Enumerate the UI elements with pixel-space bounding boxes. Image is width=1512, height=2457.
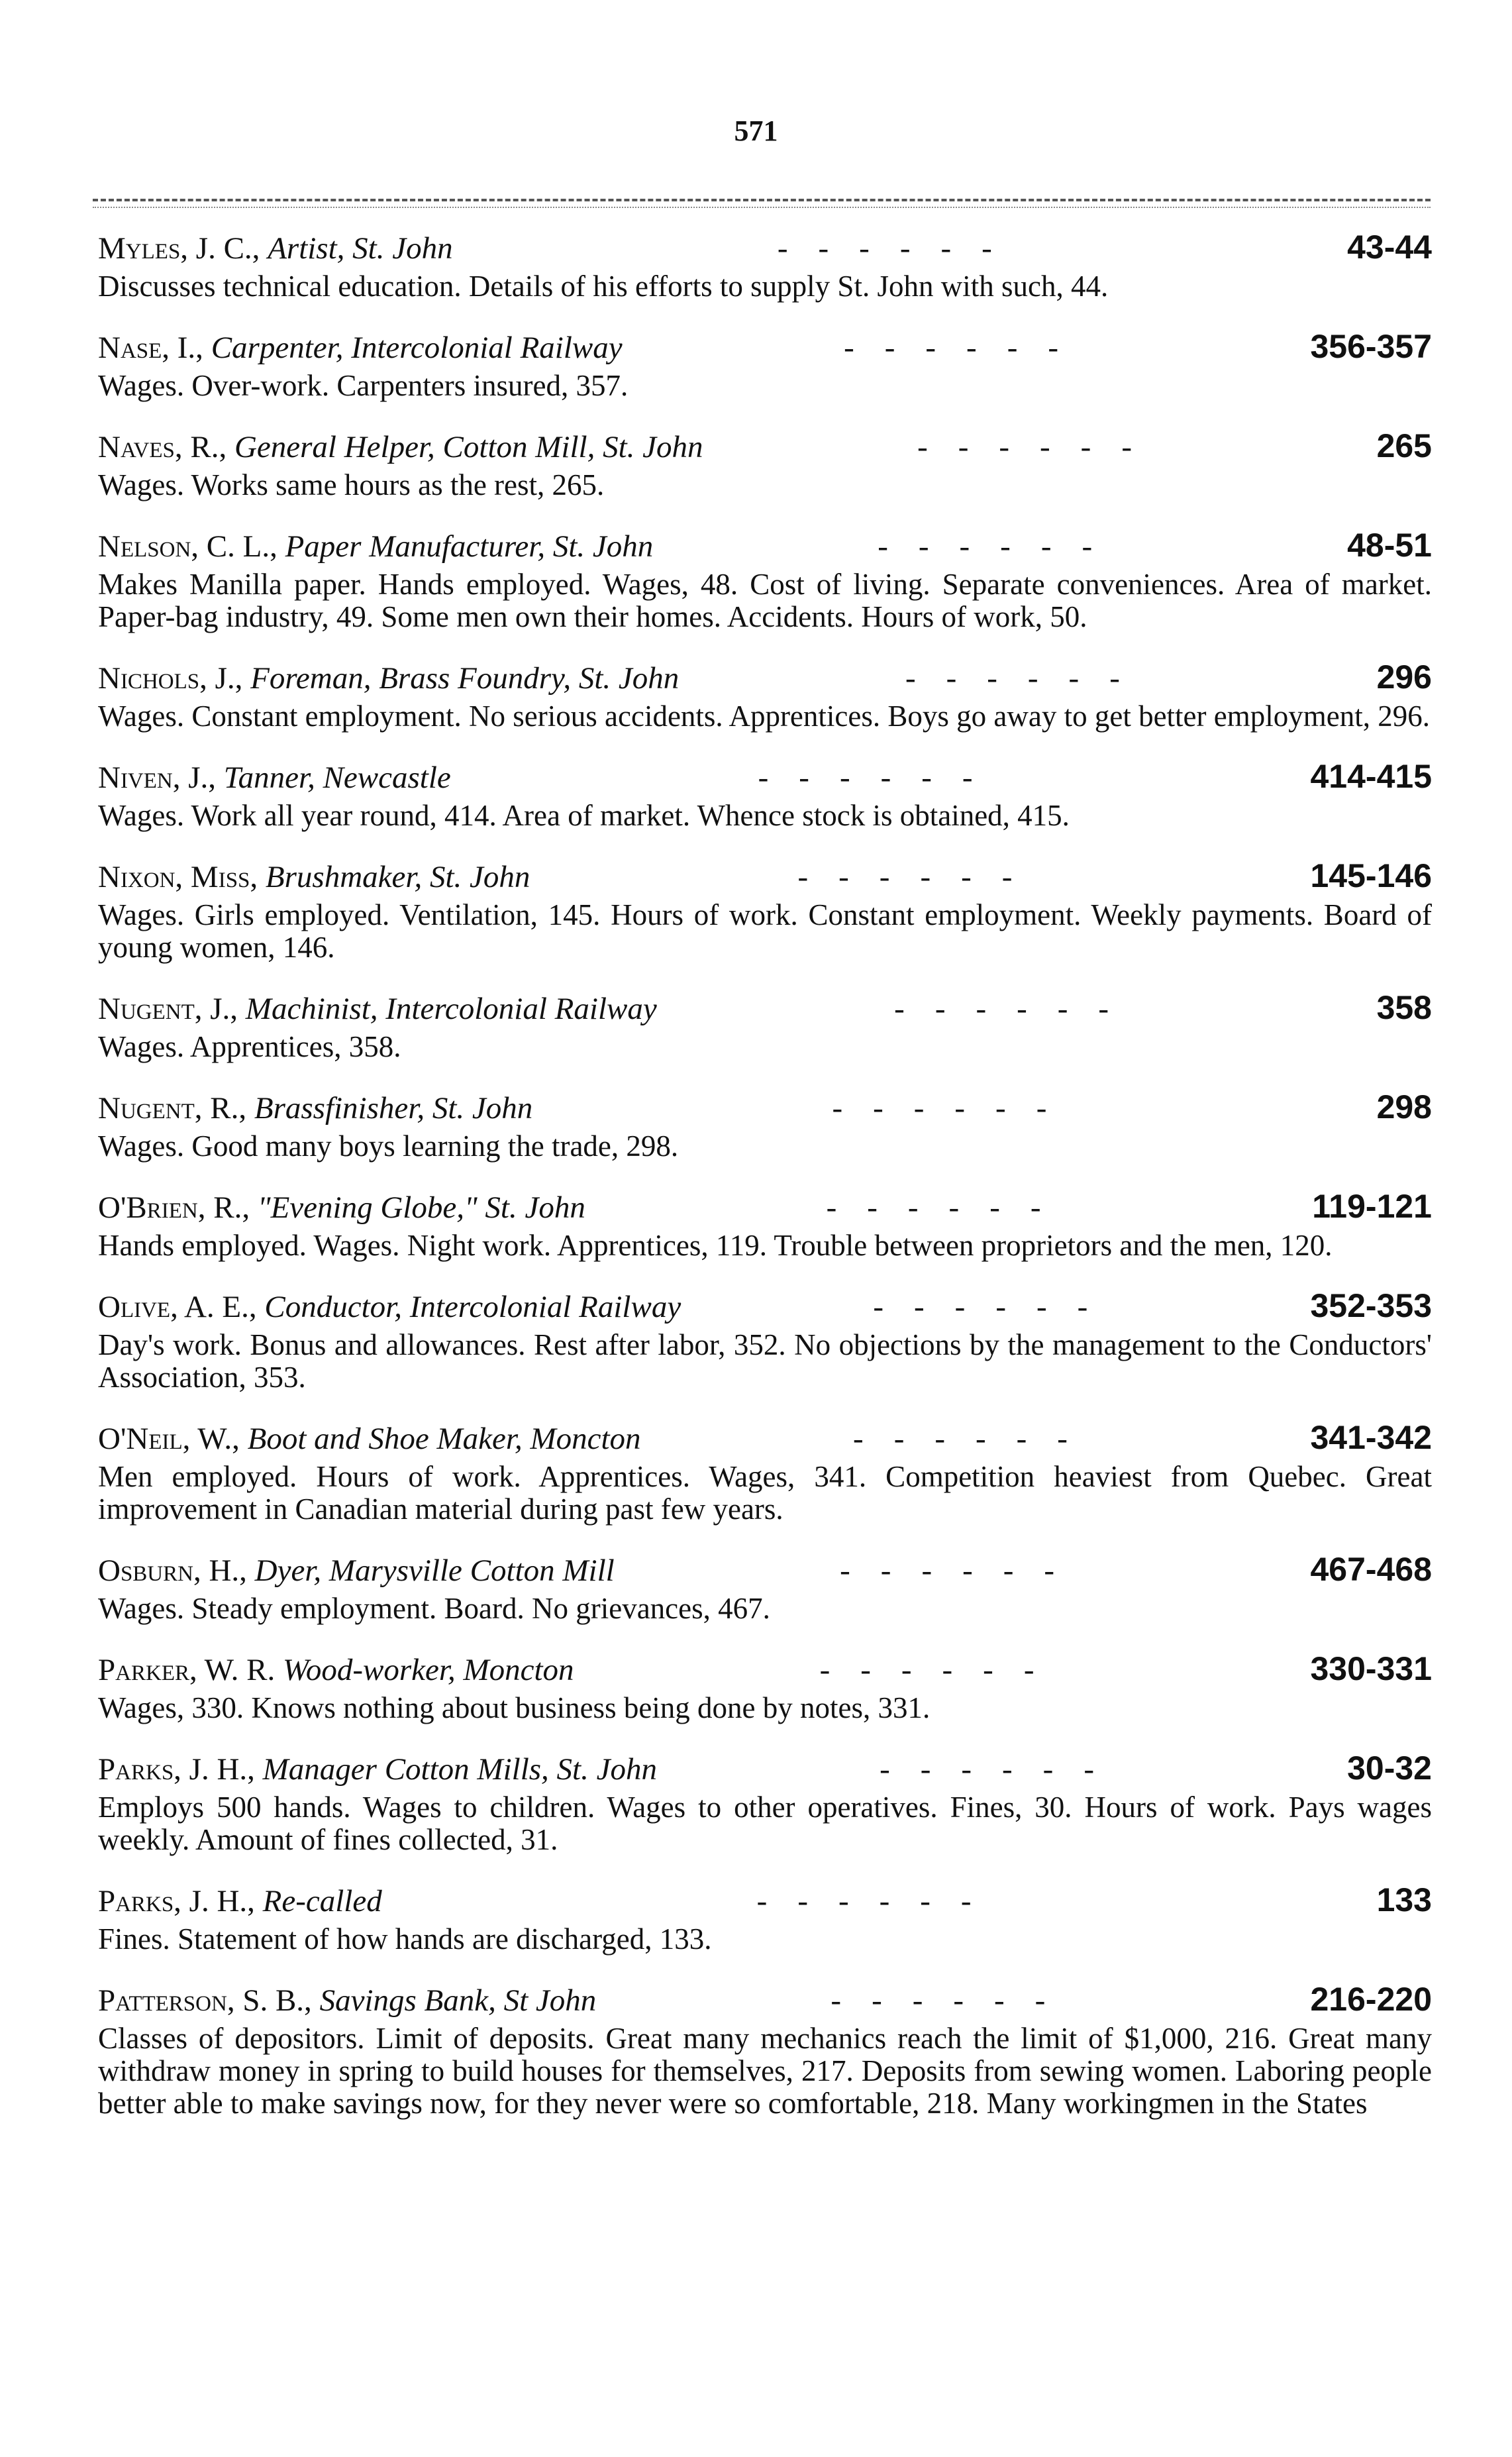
entry-pages: 467-468 bbox=[1310, 1551, 1432, 1588]
entry-description: Carpenter, Intercolonial Railway bbox=[211, 331, 623, 365]
entry-description: Foreman, Brass Foundry, St. John bbox=[250, 661, 680, 696]
entry-text: Wages. Works same hours as the rest, 265. bbox=[98, 468, 605, 501]
entry-pages: 30-32 bbox=[1347, 1750, 1432, 1787]
entry-text: Day's work. Bonus and allowances. Rest after labor, 352. No objections by the management to the Conductors' Association, 353. bbox=[98, 1328, 1432, 1394]
index-entry bbox=[98, 424, 1432, 501]
entry-text: Hands employed. Wages. Night work. Apprentices, 119. Trouble between proprietors and the men, 120. bbox=[98, 1229, 1333, 1262]
leader-dashes: ------ bbox=[777, 231, 1023, 266]
leader-dashes: ------ bbox=[756, 1884, 1002, 1918]
index-entry bbox=[98, 755, 1432, 832]
index-entries bbox=[98, 225, 1432, 2142]
index-entry bbox=[98, 1878, 1432, 1956]
entry-name: Olive, A. E., bbox=[98, 1290, 257, 1324]
entry-name: Parks, J. H., bbox=[98, 1752, 255, 1787]
index-entry bbox=[98, 523, 1432, 633]
entry-description: Brassfinisher, St. John bbox=[254, 1091, 533, 1125]
entry-name: Osburn, H., bbox=[98, 1553, 247, 1588]
page-number: 571 bbox=[734, 115, 778, 147]
leader-dashes: ------ bbox=[880, 1752, 1125, 1787]
entry-name: Myles, J. C., bbox=[98, 231, 260, 266]
entry-text: Wages. Work all year round, 414. Area of market. Whence stock is obtained, 415. bbox=[98, 799, 1070, 832]
entry-name: Nugent, J., bbox=[98, 992, 238, 1026]
leader-dashes: ------ bbox=[905, 661, 1150, 696]
leader-dashes: ------ bbox=[894, 992, 1140, 1026]
entry-name: Nelson, C. L., bbox=[98, 529, 277, 564]
entry-pages: 298 bbox=[1376, 1088, 1432, 1125]
entry-text: Wages. Over-work. Carpenters insured, 357. bbox=[98, 369, 629, 402]
index-entry bbox=[98, 1977, 1432, 2120]
leader-dashes: ------ bbox=[826, 1190, 1072, 1225]
entry-name: Nichols, J., bbox=[98, 661, 243, 696]
entry-text: Discusses technical education. Details of his efforts to supply St. John with such, 44. bbox=[98, 270, 1109, 303]
entry-text: Wages. Constant employment. No serious accidents. Apprentices. Boys go away to get better employment, 296. bbox=[98, 700, 1430, 733]
header-rule bbox=[93, 199, 1431, 201]
entry-text: Fines. Statement of how hands are discharged, 133. bbox=[98, 1922, 712, 1956]
entry-description: Boot and Shoe Maker, Moncton bbox=[247, 1422, 641, 1456]
entry-pages: 265 bbox=[1376, 427, 1432, 464]
entry-pages: 43-44 bbox=[1347, 229, 1432, 266]
entry-description: Conductor, Intercolonial Railway bbox=[264, 1290, 681, 1324]
entry-text: Wages. Steady employment. Board. No grievances, 467. bbox=[98, 1592, 770, 1625]
leader-dashes: ------ bbox=[873, 1290, 1119, 1324]
entry-pages: 356-357 bbox=[1310, 328, 1432, 365]
entry-description: General Helper, Cotton Mill, St. John bbox=[234, 430, 703, 464]
entry-text: Wages, 330. Knows nothing about business being done by notes, 331. bbox=[98, 1691, 931, 1724]
entry-name: Patterson, S. B., bbox=[98, 1983, 312, 2018]
entry-description: Paper Manufacturer, St. John bbox=[285, 529, 654, 564]
entry-description: Brushmaker, St. John bbox=[265, 860, 530, 894]
entry-pages: 133 bbox=[1376, 1881, 1432, 1918]
entry-description: Machinist, Intercolonial Railway bbox=[245, 992, 657, 1026]
entry-text: Wages. Girls employed. Ventilation, 145. Hours of work. Constant employment. Weekly payments. Board of young women, 146. bbox=[98, 898, 1432, 964]
entry-pages: 341-342 bbox=[1310, 1419, 1432, 1456]
index-entry bbox=[98, 1085, 1432, 1163]
entry-text: Employs 500 hands. Wages to children. Wages to other operatives. Fines, 30. Hours of work. Pays wages weekly. Amount of fines collected, 31. bbox=[98, 1791, 1432, 1856]
entry-name: Naves, R., bbox=[98, 430, 227, 464]
entry-description: Tanner, Newcastle bbox=[223, 760, 451, 795]
leader-dashes: ------ bbox=[797, 860, 1043, 894]
index-entry bbox=[98, 1184, 1432, 1262]
entry-pages: 216-220 bbox=[1310, 1981, 1432, 2018]
header-rule-secondary bbox=[93, 207, 1431, 208]
entry-name: O'Neil, W., bbox=[98, 1422, 240, 1456]
entry-description: Artist, St. John bbox=[268, 231, 453, 266]
leader-dashes: ------ bbox=[844, 331, 1089, 365]
leader-dashes: ------ bbox=[758, 760, 1003, 795]
entry-text: Wages. Apprentices, 358. bbox=[98, 1030, 401, 1063]
entry-pages: 358 bbox=[1376, 989, 1432, 1026]
index-entry bbox=[98, 1746, 1432, 1856]
entry-description: "Evening Globe," St. John bbox=[257, 1190, 585, 1225]
index-entry bbox=[98, 1547, 1432, 1625]
entry-text: Wages. Good many boys learning the trade, 298. bbox=[98, 1129, 679, 1163]
index-entry bbox=[98, 325, 1432, 402]
entry-description: Re-called bbox=[262, 1884, 382, 1918]
index-entry bbox=[98, 986, 1432, 1063]
index-entry bbox=[98, 1416, 1432, 1526]
entry-pages: 330-331 bbox=[1310, 1650, 1432, 1687]
entry-description: Dyer, Marysville Cotton Mill bbox=[254, 1553, 615, 1588]
leader-dashes: ------ bbox=[831, 1983, 1076, 2018]
leader-dashes: ------ bbox=[840, 1553, 1085, 1588]
entry-name: Nase, I., bbox=[98, 331, 203, 365]
entry-pages: 296 bbox=[1376, 658, 1432, 696]
leader-dashes: ------ bbox=[917, 430, 1162, 464]
entry-pages: 352-353 bbox=[1310, 1287, 1432, 1324]
index-entry bbox=[98, 225, 1432, 303]
entry-name: Nugent, R., bbox=[98, 1091, 247, 1125]
entry-name: Parker, W. R. bbox=[98, 1653, 276, 1687]
leader-dashes: ------ bbox=[853, 1422, 1098, 1456]
entry-text: Men employed. Hours of work. Apprentices. Wages, 341. Competition heaviest from Quebec. Great improvement in Canadian material during past few years. bbox=[98, 1460, 1432, 1526]
entry-text: Classes of depositors. Limit of deposits. Great many mechanics reach the limit of $1,000, 216. Great many withdraw money in spring to build houses for themselves, 217. Deposits from sewing women. Laboring people better able to make savings now, for they never were so comfortable, 218. Many workingmen in the States bbox=[98, 2022, 1432, 2120]
leader-dashes: ------ bbox=[878, 529, 1123, 564]
entry-name: Niven, J., bbox=[98, 760, 217, 795]
entry-text: Makes Manilla paper. Hands employed. Wages, 48. Cost of living. Separate conveniences. Area of market. Paper-bag industry, 49. Some men own their homes. Accidents. Hours of work, 50. bbox=[98, 568, 1432, 633]
leader-dashes: ------ bbox=[832, 1091, 1078, 1125]
index-entry bbox=[98, 1284, 1432, 1394]
entry-pages: 145-146 bbox=[1310, 857, 1432, 894]
entry-pages: 48-51 bbox=[1347, 527, 1432, 564]
entry-description: Wood-worker, Moncton bbox=[283, 1653, 574, 1687]
entry-name: Nixon, Miss, bbox=[98, 860, 258, 894]
entry-pages: 119-121 bbox=[1312, 1188, 1432, 1225]
entry-pages: 414-415 bbox=[1310, 758, 1432, 795]
index-entry bbox=[98, 854, 1432, 964]
entry-name: O'Brien, R., bbox=[98, 1190, 250, 1225]
index-entry bbox=[98, 1647, 1432, 1724]
entry-description: Savings Bank, St John bbox=[319, 1983, 597, 2018]
entry-name: Parks, J. H., bbox=[98, 1884, 255, 1918]
index-entry bbox=[98, 655, 1432, 733]
leader-dashes: ------ bbox=[819, 1653, 1065, 1687]
entry-description: Manager Cotton Mills, St. John bbox=[262, 1752, 657, 1787]
